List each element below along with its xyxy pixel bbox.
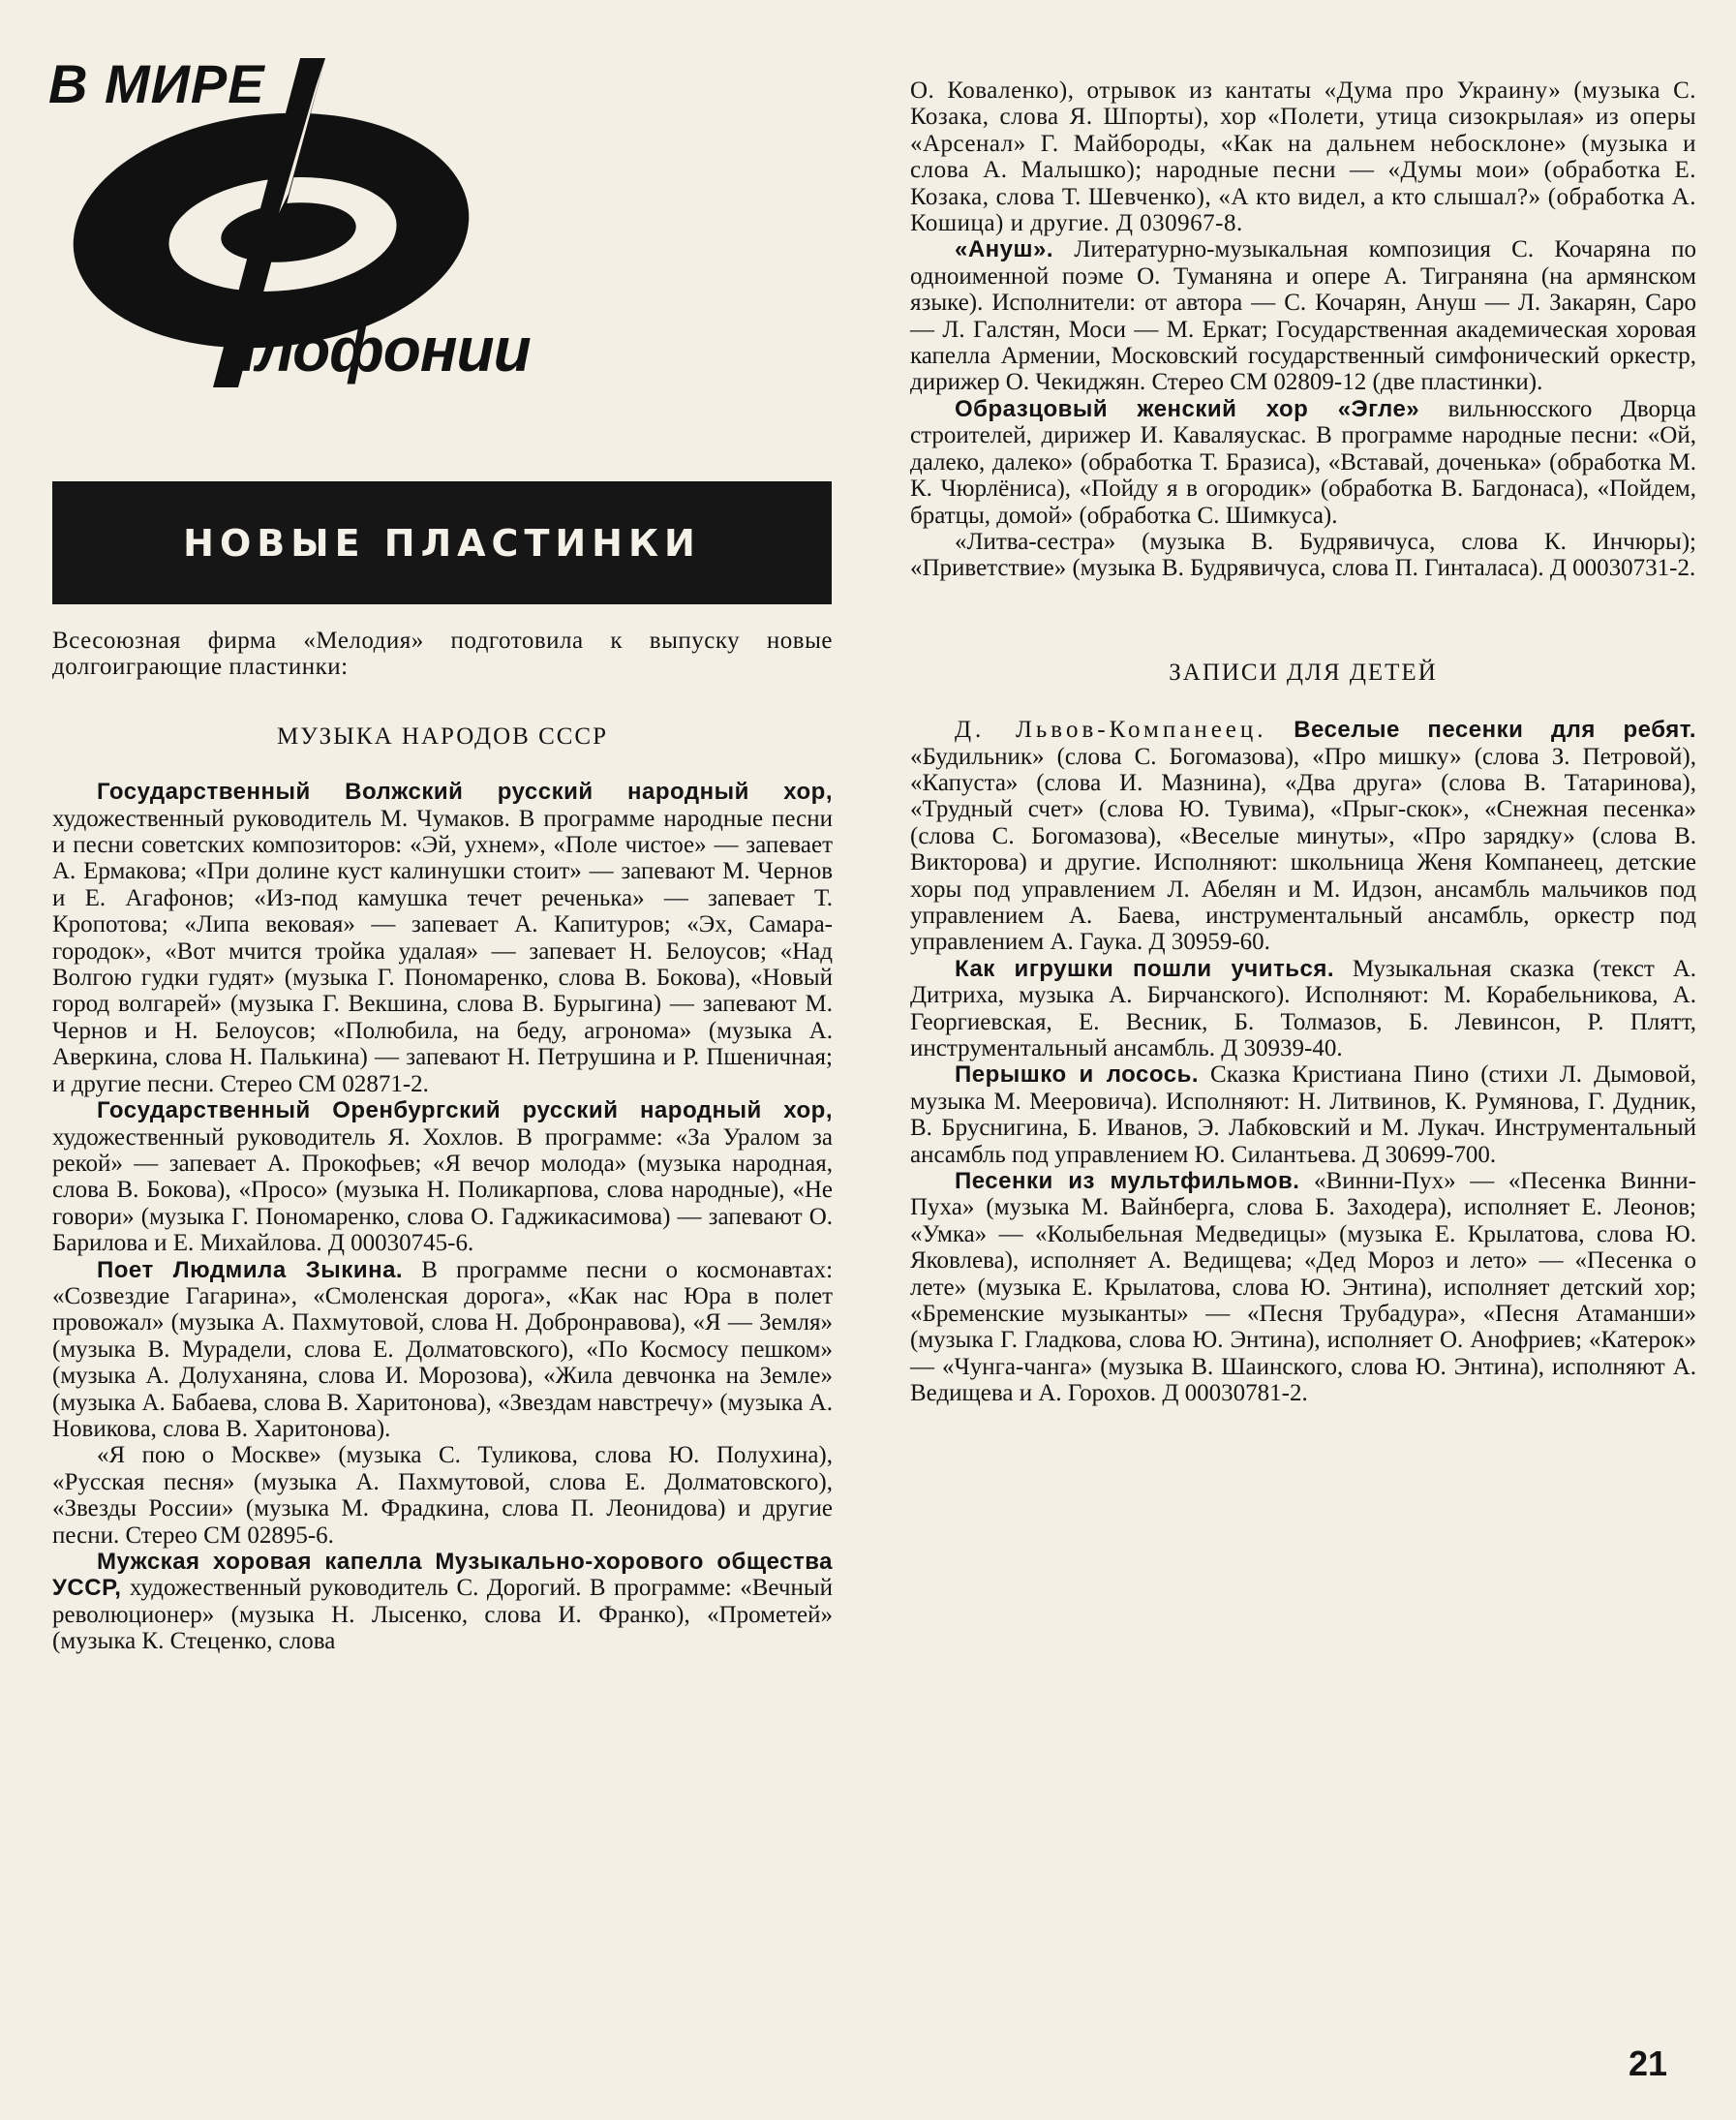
entry-text: художественный руководитель М. Чумаков. В программе народные песни и песни советских композиторов: «Эй, ухнем», «Поле чистое» — запевает А. Ермакова; «При долине куст калинушки стоит» — запевают М. Чернов и Е. Агафонов; «Из-под камушка течет реченька» — запевает Т. Кропотова; «Липа вековая» — запевает А. Капитуров; «Эх, Самара-городок», «Вот мчится тройка удалая» — запевает Н. Белоусов; «Над Волгою гудки гудят» (музыка Г. Пономаренко, слова В. Бокова), «Новый город волгарей» (музыка Г. Векшина, слова В. Бурыгина) — запевают М. Чернов и Н. Белоусов; «Полюбила, на беду, агронома» (музыка А. Аверкина, слова Н. Палькина) — запевают Н. Петрушина и Р. Пшеничная; и другие песни. Стерео СМ 02871-2. [52, 805, 833, 1097]
record-entry [52, 1097, 833, 1256]
record-entry [910, 717, 1696, 956]
section-heading-children: ЗАПИСИ ДЛЯ ДЕТЕЙ [1169, 659, 1438, 686]
right-column [910, 77, 1696, 1407]
intro-paragraph: Всесоюзная фирма «Мелодия» подготовила к выпуску новые долгоиграющие пластинки: [52, 628, 833, 681]
entry-text: О. Коваленко), отрывок из кантаты «Дума про Украину» (музыка С. Козака, слова Я. Шпорты), хор «Полети, утица сизокрылая» из оперы «Арсенал» Г. Майбороды, «Как на дальнем небосклоне» (музыка и слова А. Малышко); народные песни — «Думы мои» (обработка Е. Козака, слова Т. Шевченко), «А кто видел, а кто слышал?» (обработка А. Кошица) и другие. Д 030967-8. [910, 77, 1696, 237]
entry-text: художественный руководитель С. Дорогий. В программе: «Вечный революционер» (музыка Н. Лысенко, слова И. Франко), «Прометей» (музыка К. Стеценко, слова [52, 1575, 833, 1655]
logo-top-text: В МИРЕ [48, 53, 265, 114]
entry-title: Образцовый женский хор «Эгле» [955, 395, 1420, 422]
entry-title: Государственный Волжский русский народный хор, [97, 779, 833, 806]
page-number: 21 [1629, 2043, 1668, 2083]
entry-title: «Ануш». [955, 236, 1054, 263]
record-entry [910, 236, 1696, 395]
entry-text: Музыкальная сказка (текст А. Дитриха, музыка А. Бирчанского). Исполняют: М. Корабельникова, А. Георгиевская, Е. Весник, Б. Толмазов, Б. Левинсон, Р. Плятт, инструментальный ансамбль. Д 30939-40. [910, 955, 1696, 1061]
entry-text: Сказка Кристиана Пино (стихи Л. Дымовой, музыка М. Мееровича). Исполняют: Н. Литвинов, К. Румянова, Г. Дудник, В. Бруснигина, Б. Иванов, Э. Лабковский и М. Лукач. Инструментальный ансамбль под управлением Ю. Силантьева. Д 30699-700. [910, 1061, 1697, 1168]
entry-title: Веселые песенки для ребят. [1294, 717, 1697, 744]
entry-text: «Я пою о Москве» (музыка С. Туликова, слова Ю. Полухина), «Русская песня» (музыка А. Пахмутовой, слова Е. Долматовского), «Звезды России» (музыка М. Фрадкина, слова П. Леонидова) и другие песни. Стерео СМ 02895-6. [52, 1442, 833, 1549]
record-entry [910, 1061, 1696, 1168]
section-banner: НОВЫЕ ПЛАСТИНКИ [52, 481, 832, 604]
record-entry [52, 779, 833, 1097]
entry-text: В программе песни о космонавтах: «Созвездие Гагарина», «Смоленская дорога», «Как нас Юра в полет провожал» (музыка А. Пахмутовой, слова Н. Добронравова), «Я — Земля» (музыка В. Мурадели, слова Е. Долматовского), «По Космосу пешком» (музыка А. Долуханяна, слова И. Морозова), «Жила девчонка на Земле» (музыка А. Бабаева, слова В. Харитонова), «Звездам навстречу» (музыка А. Новикова, слова В. Харитонова). [52, 1256, 834, 1442]
continued-entry [910, 77, 1696, 236]
entry-text: Литературно-музыкальная композиция С. Кочаряна по одноименной поэме О. Туманяна и опере А. Тиграняна (на армянском языке). Исполнители: от автора — С. Кочарян, Ануш — Л. Закарян, Саро — Л. Галстян, Моси — М. Еркат; Государственная академическая хоровая капелла Армении, Московский государственный симфонический оркестр, дирижер О. Чекиджян. Стерео СМ 02809-12 (две пластинки). [910, 236, 1697, 396]
entry-title: Государственный Оренбургский русский народный хор, [97, 1097, 833, 1124]
magazine-logo [39, 48, 620, 387]
logo-bottom-text: илофонии [219, 315, 531, 384]
entry-text: «Винни-Пух» — «Песенка Винни-Пуха» (музыка М. Вайнберга, слова Б. Заходера), исполняет Е. Леонов; «Умка» — «Колыбельная Медведицы» (музыка Е. Крылатова, слова Ю. Яковлева), исполняет А. Ведищева; «Дед Мороз и лето» — «Песенка о лете» (музыка Е. Крылатова, слова Ю. Энтина), исполняет детский хор; «Бременские музыканты» — «Песня Трубадура», «Песня Атаманши» (музыка Г. Гладкова, слова Ю. Энтина), исполняет О. Анофриев; «Катерок» — «Чунга-чанга» (музыка В. Шаинского, слова Ю. Энтина), исполняют А. Ведищева и А. Горохов. Д 00030781-2. [910, 1168, 1696, 1407]
record-entry [52, 1549, 833, 1655]
left-column [52, 628, 833, 1655]
entry-title: Как игрушки пошли учиться. [955, 955, 1335, 982]
record-entry [910, 396, 1696, 529]
record-entry [52, 1257, 833, 1443]
entry-title: Поет Людмила Зыкина. [97, 1256, 404, 1283]
record-entry [910, 1168, 1696, 1407]
record-entry [52, 1442, 833, 1549]
record-entry [910, 529, 1696, 582]
entry-title: Перышко и лосось. [955, 1061, 1199, 1089]
entry-text: художественный руководитель Я. Хохлов. В программе: «За Уралом за рекой» — запевает А. Прокофьев; «Я вечор молода» (музыка народная, слова В. Бокова), «Просо» (музыка Н. Поликарпова, слова народные), «Не говори» (музыка Г. Пономаренко, слова О. Гаджикасимова) — запевают О. Барилова и Е. Михайлова. Д 00030745-6. [52, 1123, 833, 1257]
entry-title: Мужская хоровая капелла Музыкально-хорового общества УССР, [52, 1549, 833, 1602]
entry-text: «Будильник» (слова С. Богомазова), «Про мишку» (слова З. Петровой), «Капуста» (слова И. Мазнина), «Два друга» (слова В. Татаринова), «Трудный счет» (слова Ю. Тувима), «Прыг-скок», «Снежная песенка» (слова С. Богомазова), «Веселые минуты», «Про зарядку» (слова В. Викторова) и другие. Исполняют: школьница Женя Компанеец, детские хоры под управлением Л. Абелян и М. Идзон, ансамбль мальчиков под управлением А. Баева, инструментальный ансамбль, оркестр под управлением А. Гаука. Д 30959-60. [910, 743, 1696, 956]
record-entry [910, 956, 1696, 1062]
entry-author: Д. Львов-Компанеец. [955, 717, 1267, 744]
entry-title: Песенки из мультфильмов. [955, 1168, 1300, 1195]
entry-text: вильнюсского Дворца строителей, дирижер И. Каваляускас. В программе народные песни: «Ой, далеко, далеко» (обработка Т. Бразиса), «Вставай, доченька» (обработка М. К. Чюрлёниса), «Пойду я в огородик» (обработка В. Багдонаса), «Пойдем, братцы, домой» (обработка С. Шимкуса). [910, 395, 1696, 529]
entry-text: «Литва-сестра» (музыка В. Будрявичуса, слова К. Инчюры); «Приветствие» (музыка В. Будрявичуса, слова П. Гинталаса). Д 00030731-2. [910, 528, 1696, 582]
section-heading-ussr: МУЗЫКА НАРОДОВ СССР [277, 722, 608, 750]
